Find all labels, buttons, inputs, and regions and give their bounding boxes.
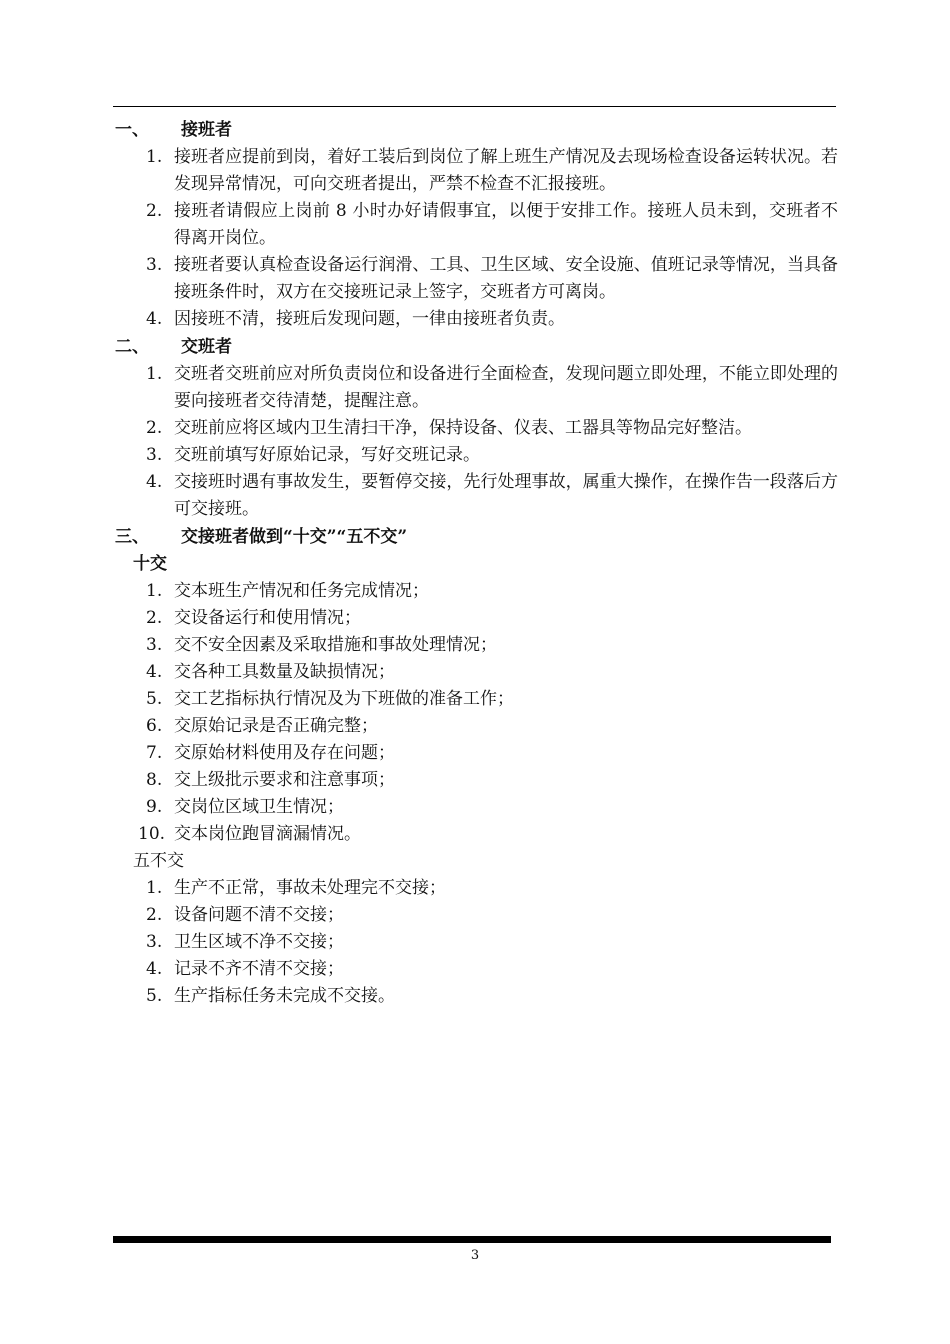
item-number: 6. [146,716,163,736]
item-number: 4. [146,959,163,979]
item-number: 4. [146,472,163,492]
list-item [113,252,838,306]
item-text: 交本班生产情况和任务完成情况； [174,581,429,601]
list-item [113,821,838,848]
list-item [113,983,838,1010]
item-number: 10. [138,824,166,844]
list-item [113,686,838,713]
section-title: 交班者 [181,337,232,357]
item-number: 7. [146,743,163,763]
item-text: 生产指标任务未完成不交接。 [174,986,395,1006]
item-text: 卫生区域不净不交接； [174,932,344,952]
list-item [113,794,838,821]
item-number: 3. [146,445,163,465]
list-item [113,740,838,767]
list-item [113,659,838,686]
item-number: 9. [146,797,163,817]
list-item [113,902,838,929]
list-item [113,469,838,523]
list-item [113,632,838,659]
item-number: 2. [146,608,163,628]
header-rule [113,106,836,107]
document-body [113,116,838,1010]
item-number: 3. [146,635,163,655]
item-text: 交工艺指标执行情况及为下班做的准备工作； [174,689,514,709]
item-text: 交各种工具数量及缺损情况； [174,662,395,682]
item-text: 因接班不清，接班后发现问题，一律由接班者负责。 [174,309,565,329]
list-item [113,713,838,740]
item-text: 记录不齐不清不交接； [174,959,344,979]
section-number: 一、 [115,120,149,140]
item-number: 4. [146,662,163,682]
item-text: 交接班时遇有事故发生，要暂停交接，先行处理事故，属重大操作，在操作告一段落后方可交接班。 [174,472,838,519]
list-item [113,578,838,605]
item-text: 交班前填写好原始记录，写好交班记录。 [174,445,480,465]
subsection-label-ten: 十交 [133,554,167,574]
item-text: 设备问题不清不交接； [174,905,344,925]
list-item [113,361,838,415]
section-title: 交接班者做到“十交”“五不交” [181,527,408,547]
list-item [113,442,838,469]
footer-rule [113,1236,831,1243]
section-heading [113,523,838,551]
list-item [113,956,838,983]
item-text: 交不安全因素及采取措施和事故处理情况； [174,635,497,655]
list-item [113,198,838,252]
item-number: 3. [146,255,163,275]
item-number: 2. [146,201,163,221]
item-number: 1. [146,364,163,384]
item-text: 生产不正常，事故未处理完不交接； [174,878,446,898]
item-number: 8. [146,770,163,790]
item-text: 接班者要认真检查设备运行润滑、工具、卫生区域、安全设施、值班记录等情况，当具备接班条件时，双方在交接班记录上签字，交班者方可离岗。 [174,255,838,302]
item-number: 1. [146,147,163,167]
item-text: 交上级批示要求和注意事项； [174,770,395,790]
item-number: 5. [146,689,163,709]
list-item [113,605,838,632]
item-text: 交岗位区域卫生情况； [174,797,344,817]
section-title: 接班者 [181,120,232,140]
item-number: 3. [146,932,163,952]
item-text: 交班前应将区域内卫生清扫干净，保持设备、仪表、工器具等物品完好整洁。 [174,418,752,438]
section-number: 三、 [115,527,149,547]
item-number: 5. [146,986,163,1006]
subsection-label-five: 五不交 [133,851,184,871]
item-number: 2. [146,905,163,925]
list-item [113,875,838,902]
list-item [113,306,838,333]
item-number: 2. [146,418,163,438]
list-item [113,767,838,794]
item-text: 交本岗位跑冒滴漏情况。 [174,824,361,844]
item-number: 1. [146,581,163,601]
section-heading [113,116,838,144]
item-text: 交原始材料使用及存在问题； [174,743,395,763]
item-text: 交设备运行和使用情况； [174,608,361,628]
section-heading [113,333,838,361]
item-number: 1. [146,878,163,898]
item-text: 交原始记录是否正确完整； [174,716,378,736]
page-number: 3 [470,1248,480,1263]
list-item [113,929,838,956]
list-item [113,144,838,198]
item-text: 交班者交班前应对所负责岗位和设备进行全面检查，发现问题立即处理，不能立即处理的要向接班者交待清楚，提醒注意。 [174,364,838,411]
item-number: 4. [146,309,163,329]
item-text: 接班者应提前到岗，着好工装后到岗位了解上班生产情况及去现场检查设备运转状况。若发现异常情况，可向交班者提出，严禁不检查不汇报接班。 [174,147,838,194]
section-number: 二、 [115,337,149,357]
item-text: 接班者请假应上岗前 8 小时办好请假事宜，以便于安排工作。接班人员未到，交班者不得离开岗位。 [174,201,838,248]
list-item [113,415,838,442]
